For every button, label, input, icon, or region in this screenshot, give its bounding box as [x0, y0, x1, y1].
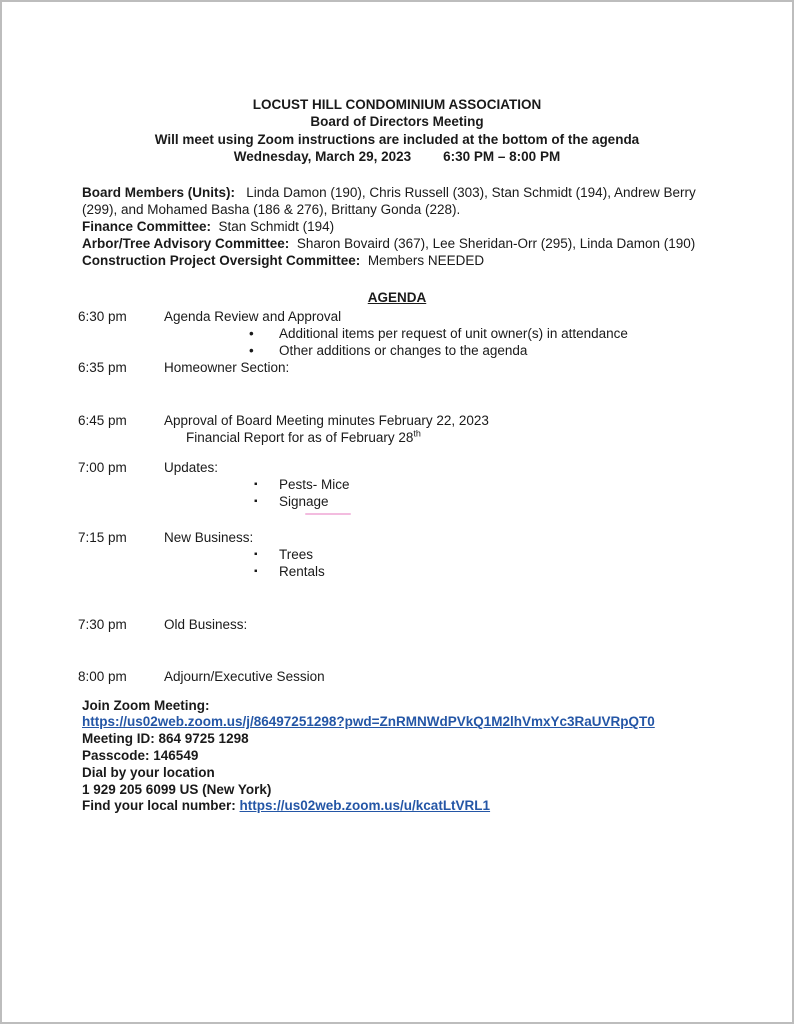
agenda-row-800: [78, 668, 792, 685]
bullet-text: Other additions or changes to the agenda: [279, 343, 528, 359]
board-members-label: Board Members (Units):: [82, 184, 236, 200]
agenda-item-title: New Business:: [164, 529, 254, 545]
committees-section: [82, 184, 722, 270]
bullet-text: Additional items per request of unit owner(s) in attendance: [279, 326, 628, 342]
agenda-item-title: Homeowner Section:: [164, 360, 290, 376]
agenda-bullet: [254, 493, 792, 510]
agenda-bullet: [249, 325, 792, 342]
construction-committee-names: Members NEEDED: [367, 253, 485, 269]
agenda-item-title: Old Business:: [164, 617, 248, 633]
agenda-item-title: Adjourn/Executive Session: [164, 669, 325, 685]
agenda-time: 8:00 pm: [78, 669, 127, 685]
bullet-text: Rentals: [279, 564, 325, 580]
agenda-heading: AGENDA: [367, 289, 427, 305]
passcode-line: Passcode: 146549: [82, 748, 199, 764]
agenda-bullet: [249, 342, 792, 359]
bullet-text: Pests- Mice: [279, 477, 350, 493]
bullet-dot-icon: •: [249, 343, 254, 359]
agenda-time: 7:15 pm: [78, 529, 127, 545]
ordinal-suffix: th: [413, 428, 421, 439]
board-members-names: Linda Damon (190), Chris Russell (303), Stan Schmidt (194), Andrew Berry (299), and Mohamed Basha (186 & 276), Brittany Gonda (228).: [82, 184, 696, 217]
agenda-time: 7:00 pm: [78, 460, 127, 476]
zoom-note: Will meet using Zoom instructions are included at the bottom of the agenda: [154, 131, 640, 147]
join-zoom-label: Join Zoom Meeting:: [82, 697, 210, 713]
local-number-label: Find your local number:: [82, 798, 236, 814]
agenda-item-title: Updates:: [164, 460, 219, 476]
agenda-time: 6:30 pm: [78, 308, 127, 324]
bullet-square-icon: ▪: [254, 566, 258, 578]
agenda-item-title: Approval of Board Meeting minutes February 22, 2023: [164, 412, 489, 428]
local-number-link[interactable]: https://us02web.zoom.us/u/kcatLtVRL1: [239, 798, 491, 814]
dial-number-line: 1 929 205 6099 US (New York): [82, 781, 272, 797]
join-zoom-link-line: [82, 714, 752, 731]
meeting-time-range: 6:30 PM – 8:00 PM: [443, 149, 561, 165]
agenda-time: 6:35 pm: [78, 360, 127, 376]
agenda-time: 7:30 pm: [78, 617, 127, 633]
arbor-committee-line: [82, 235, 722, 252]
agenda-row-715: [78, 529, 792, 546]
agenda-subline: Financial Report for as of February 28th: [186, 428, 421, 445]
agenda-bullet: [254, 546, 792, 563]
agenda-row-730: [78, 616, 792, 633]
arbor-committee-names: Sharon Bovaird (367), Lee Sheridan-Orr (295), Linda Damon (190): [296, 236, 696, 252]
pink-highlighter-mark: [305, 513, 351, 515]
bullet-square-icon: ▪: [254, 479, 258, 491]
meeting-title: Board of Directors Meeting: [310, 114, 484, 130]
agenda-bullet: [254, 563, 792, 580]
document-header: [2, 2, 792, 166]
agenda-row-630: [78, 308, 792, 325]
dial-by-location-label: Dial by your location: [82, 764, 215, 780]
bullet-text: Signage: [279, 494, 329, 510]
agenda-row-700: [78, 459, 792, 476]
bullet-square-icon: ▪: [254, 496, 258, 508]
finance-committee-line: [82, 218, 722, 235]
finance-committee-names: Stan Schmidt (194): [218, 219, 335, 235]
arbor-committee-label: Arbor/Tree Advisory Committee:: [82, 236, 290, 252]
zoom-meeting-link[interactable]: https://us02web.zoom.us/j/86497251298?pwd=ZnRMNWdPVkQ1M2lhVmxYc3RaUVRpQT0: [82, 714, 655, 730]
agenda-time: 6:45 pm: [78, 412, 127, 428]
org-title: LOCUST HILL CONDOMINIUM ASSOCIATION: [252, 97, 542, 112]
meeting-date: Wednesday, March 29, 2023: [233, 149, 412, 165]
agenda-row-635: [78, 359, 792, 376]
construction-committee-label: Construction Project Oversight Committee:: [82, 253, 361, 269]
bullet-dot-icon: •: [249, 326, 254, 342]
bullet-text: Trees: [279, 546, 314, 562]
agenda-row-645: [78, 412, 792, 429]
meeting-id-line: Meeting ID: 864 9725 1298: [82, 731, 249, 747]
local-number-line: [82, 798, 752, 815]
construction-committee-line: [82, 252, 722, 269]
board-members-line: [82, 184, 722, 218]
bullet-square-icon: ▪: [254, 548, 258, 560]
agenda-item-title: Agenda Review and Approval: [164, 308, 342, 324]
zoom-join-section: [82, 698, 752, 816]
agenda-bullet: [254, 476, 792, 493]
meeting-datetime: [2, 148, 792, 165]
finance-committee-label: Finance Committee:: [82, 219, 212, 235]
